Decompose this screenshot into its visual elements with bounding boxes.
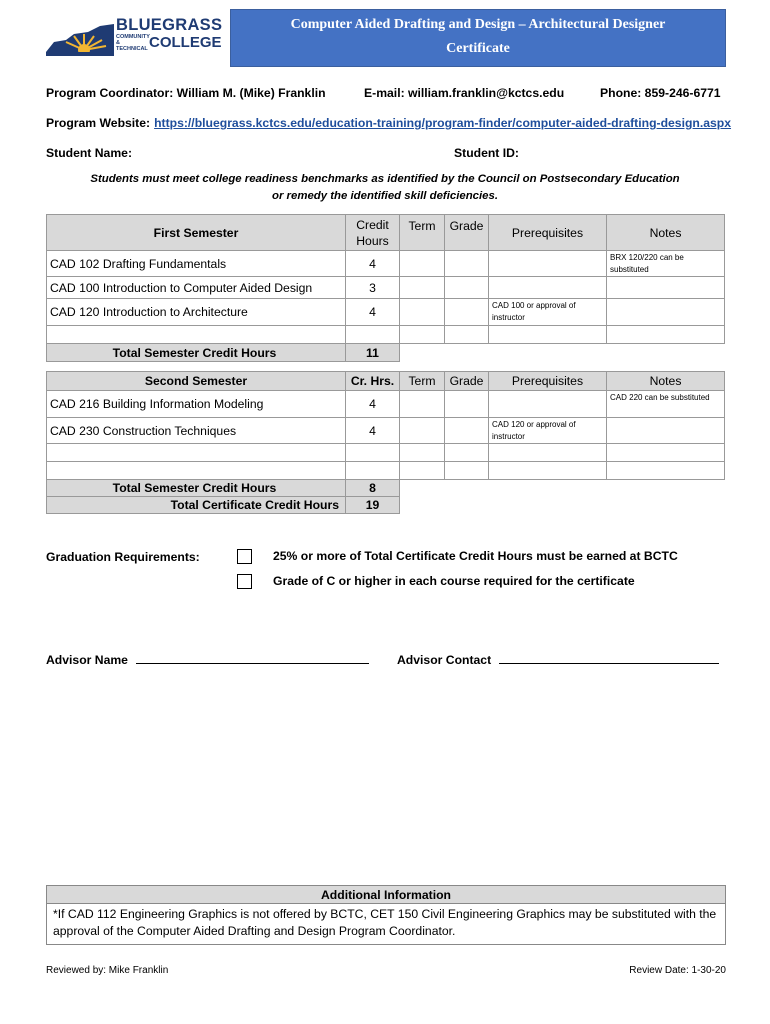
course-note xyxy=(607,462,725,480)
empty-cell xyxy=(607,344,725,362)
grade-cell[interactable] xyxy=(445,418,489,444)
requirement-2-text: Grade of C or higher in each course required for the certificate xyxy=(273,574,635,588)
course-note xyxy=(607,299,725,326)
grade-cell[interactable] xyxy=(445,299,489,326)
table-row xyxy=(47,326,725,344)
grade-cell[interactable] xyxy=(445,277,489,299)
logo-college: COLLEGE xyxy=(149,34,222,51)
empty-cell xyxy=(445,480,489,497)
empty-cell xyxy=(607,497,725,514)
credit-hours xyxy=(346,462,400,480)
first-semester-heading: First Semester xyxy=(47,215,346,251)
total-semester-label: Total Semester Credit Hours xyxy=(47,344,346,362)
grade-cell[interactable] xyxy=(445,251,489,277)
first-semester-table xyxy=(46,214,725,362)
prerequisite-note xyxy=(489,251,607,277)
table-row xyxy=(47,251,725,277)
second-semester-header-row xyxy=(47,372,725,391)
logo-subtitle: COMMUNITY & TECHNICAL xyxy=(116,34,150,52)
program-website xyxy=(46,116,731,130)
credit-hours: 4 xyxy=(346,299,400,326)
credit-hours: 3 xyxy=(346,277,400,299)
credit-heading-line1: Credit xyxy=(356,217,389,232)
program-coordinator: Program Coordinator: William M. (Mike) Franklin xyxy=(46,86,326,100)
empty-cell xyxy=(400,344,445,362)
empty-cell xyxy=(445,497,489,514)
advisor-name-field[interactable] xyxy=(136,652,369,664)
prerequisite-note xyxy=(489,444,607,462)
total-certificate-label: Total Certificate Credit Hours xyxy=(47,497,346,514)
empty-cell xyxy=(489,480,607,497)
certificate-total-row xyxy=(47,497,725,514)
course-name: CAD 120 Introduction to Architecture xyxy=(47,299,346,326)
advisor-name-label: Advisor Name xyxy=(46,653,128,667)
prerequisite-note: CAD 120 or approval of instructor xyxy=(489,418,607,444)
table-row xyxy=(47,277,725,299)
requirement-checkbox-2[interactable] xyxy=(237,574,252,589)
credit-hours: 4 xyxy=(346,391,400,418)
advisor-contact-label: Advisor Contact xyxy=(397,653,492,667)
total-certificate-value: 19 xyxy=(346,497,400,514)
course-name xyxy=(47,462,346,480)
additional-information-box xyxy=(46,885,726,945)
credit-hours-heading: Cr. Hrs. xyxy=(346,372,400,391)
prerequisite-note xyxy=(489,326,607,344)
empty-cell xyxy=(489,344,607,362)
coordinator-email: E-mail: william.franklin@kctcs.edu xyxy=(364,86,565,100)
notes-heading: Notes xyxy=(607,372,725,391)
empty-cell xyxy=(607,480,725,497)
benchmark-line1: Students must meet college readiness benchmarks as identified by the Council on Postsecondary Education xyxy=(90,173,680,185)
prerequisites-heading: Prerequisites xyxy=(489,372,607,391)
term-cell[interactable] xyxy=(400,277,445,299)
empty-cell xyxy=(400,480,445,497)
notes-heading: Notes xyxy=(607,215,725,251)
term-cell[interactable] xyxy=(400,326,445,344)
additional-information-body: *If CAD 112 Engineering Graphics is not offered by BCTC, CET 150 Civil Engineering Graphics may be substituted with the approval of the Computer Aided Drafting and Design Program Coordinator. xyxy=(53,907,717,938)
certificate-title-line2: Certificate xyxy=(446,41,510,56)
prerequisite-note: CAD 100 or approval of instructor xyxy=(489,299,607,326)
grade-cell[interactable] xyxy=(445,326,489,344)
advisor-name-row xyxy=(46,652,369,667)
term-cell[interactable] xyxy=(400,444,445,462)
total-semester-value: 8 xyxy=(346,480,400,497)
credit-hours xyxy=(346,326,400,344)
requirement-checkbox-1[interactable] xyxy=(237,549,252,564)
term-heading: Term xyxy=(400,215,445,251)
course-name: CAD 230 Construction Techniques xyxy=(47,418,346,444)
first-semester-header-row xyxy=(47,215,725,251)
credit-hours: 4 xyxy=(346,251,400,277)
advisor-contact-field[interactable] xyxy=(499,652,719,664)
table-row xyxy=(47,462,725,480)
course-name xyxy=(47,444,346,462)
grade-cell[interactable] xyxy=(445,462,489,480)
credit-heading-line2: Hours xyxy=(356,233,389,248)
credit-hours xyxy=(346,444,400,462)
course-note xyxy=(607,277,725,299)
student-name-label: Student Name: xyxy=(46,146,132,160)
term-heading: Term xyxy=(400,372,445,391)
table-row xyxy=(47,299,725,326)
course-note xyxy=(607,444,725,462)
course-note: CAD 220 can be substituted xyxy=(607,391,725,418)
course-note xyxy=(607,326,725,344)
prerequisites-heading: Prerequisites xyxy=(489,215,607,251)
course-name: CAD 100 Introduction to Computer Aided Design xyxy=(47,277,346,299)
grade-heading: Grade xyxy=(445,215,489,251)
logo-name: BLUEGRASS xyxy=(116,16,223,34)
program-website-label: Program Website: xyxy=(46,116,151,130)
empty-cell xyxy=(445,344,489,362)
benchmark-line2: or remedy the identified skill deficiencies. xyxy=(272,190,498,202)
term-cell[interactable] xyxy=(400,251,445,277)
kentucky-sunburst-icon xyxy=(44,12,116,58)
empty-cell xyxy=(400,497,445,514)
grade-cell[interactable] xyxy=(445,391,489,418)
empty-cell xyxy=(489,497,607,514)
second-semester-heading: Second Semester xyxy=(47,372,346,391)
prerequisite-note xyxy=(489,462,607,480)
credit-hours-heading xyxy=(346,215,400,251)
graduation-requirements-label: Graduation Requirements: xyxy=(46,550,200,564)
student-id-label: Student ID: xyxy=(454,146,519,160)
total-semester-value: 11 xyxy=(346,344,400,362)
credit-hours: 4 xyxy=(346,418,400,444)
total-row xyxy=(47,480,725,497)
course-name xyxy=(47,326,346,344)
certificate-title-line1: Computer Aided Drafting and Design – Architectural Designer xyxy=(290,17,666,32)
college-logo xyxy=(44,12,224,58)
prerequisite-note xyxy=(489,391,607,418)
term-cell[interactable] xyxy=(400,299,445,326)
requirement-1-text: 25% or more of Total Certificate Credit Hours must be earned at BCTC xyxy=(273,549,678,563)
coordinator-phone: Phone: 859-246-6771 xyxy=(600,86,721,100)
review-date: Review Date: 1-30-20 xyxy=(629,965,726,976)
term-cell[interactable] xyxy=(400,462,445,480)
program-website-link[interactable]: https://bluegrass.kctcs.edu/education-training/program-finder/computer-aided-drafting-design.aspx xyxy=(154,116,732,130)
term-cell[interactable] xyxy=(400,391,445,418)
table-row xyxy=(47,444,725,462)
reviewed-by: Reviewed by: Mike Franklin xyxy=(46,965,169,976)
second-semester-table xyxy=(46,371,725,514)
course-note xyxy=(607,418,725,444)
grade-heading: Grade xyxy=(445,372,489,391)
advisor-contact-row xyxy=(397,652,719,667)
certificate-title-box xyxy=(230,9,726,67)
course-name: CAD 216 Building Information Modeling xyxy=(47,391,346,418)
course-name: CAD 102 Drafting Fundamentals xyxy=(47,251,346,277)
total-row xyxy=(47,344,725,362)
table-row xyxy=(47,391,725,418)
term-cell[interactable] xyxy=(400,418,445,444)
prerequisite-note xyxy=(489,277,607,299)
total-semester-label: Total Semester Credit Hours xyxy=(47,480,346,497)
course-note: BRX 120/220 can be substituted xyxy=(607,251,725,277)
table-row xyxy=(47,418,725,444)
grade-cell[interactable] xyxy=(445,444,489,462)
additional-information-heading: Additional Information xyxy=(47,886,725,904)
